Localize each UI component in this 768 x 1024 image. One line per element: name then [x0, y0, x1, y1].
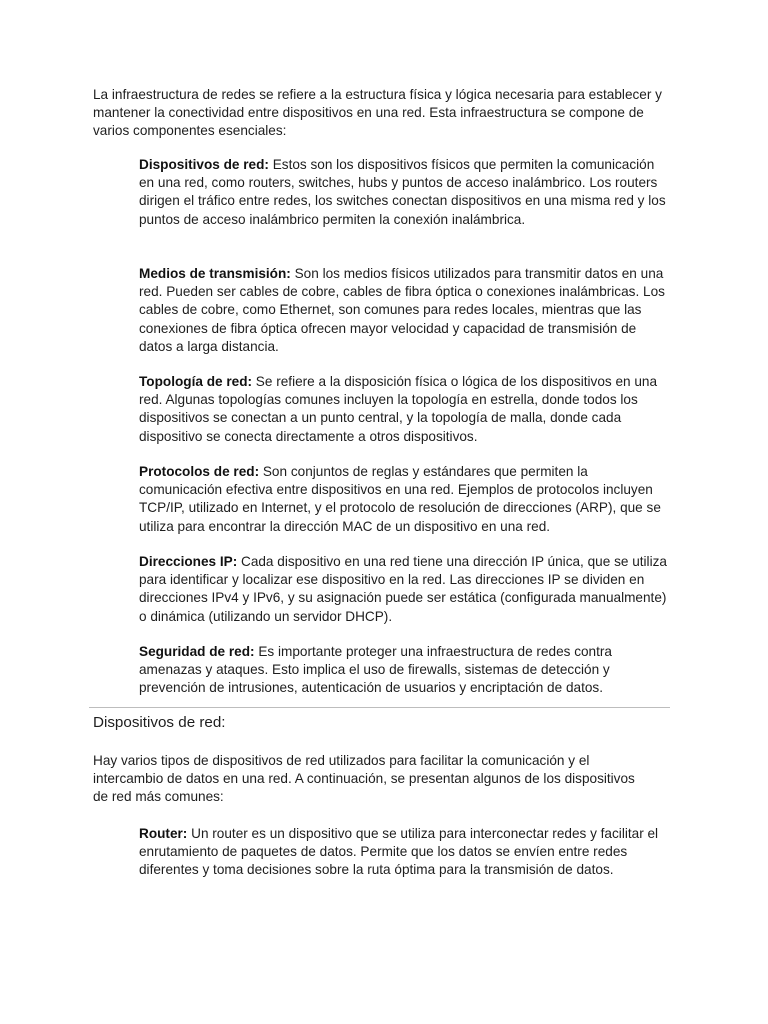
component-network-topology — [139, 373, 671, 446]
component-network-protocols — [139, 463, 671, 536]
component-text: Estos son los dispositivos físicos que permiten la comunicación en una red, como routers, switches, hubs y puntos de acceso inalámbrico. Los routers dirigen el tráfico entre redes, los switches conectan dispositivos en una misma red y los puntos de acceso inalámbrico permiten la conexión inalámbrica. — [139, 157, 666, 227]
component-network-security — [139, 643, 671, 698]
component-text: Son los medios físicos utilizados para transmitir datos en una red. Pueden ser cables de cobre, cables de fibra óptica o conexiones inalámbricas. Los cables de cobre, como Ethernet, son comunes para redes locales, mientras que las conexiones de fibra óptica ofrecen mayor velocidad y capacidad de transmisión de datos a larga distancia. — [139, 266, 665, 354]
component-term: Direcciones IP: — [139, 554, 238, 569]
intro-paragraph: La infraestructura de redes se refiere a la estructura física y lógica necesaria para establecer y mantener la conectividad entre dispositivos en una red. Esta infraestructura se compone de varios componentes esenciales: — [93, 87, 662, 139]
device-text: Un router es un dispositivo que se utiliza para interconectar redes y facilitar el enrutamiento de paquetes de datos. Permite que los datos se envíen entre redes diferentes y toma decisiones sobre la ruta óptima para la transmisión de datos. — [139, 826, 659, 878]
section-divider — [89, 707, 670, 708]
component-text: Son conjuntos de reglas y estándares que permiten la comunicación efectiva entre dispositivos en una red. Ejemplos de protocolos incluyen TCP/IP, utilizado en Internet, y el protocolo de resolución de direcciones (ARP), que se utiliza para encontrar la dirección MAC de un dispositivo en una red. — [139, 464, 661, 534]
component-network-devices — [139, 156, 671, 229]
section-heading: Dispositivos de red: — [93, 714, 226, 731]
component-term: Seguridad de red: — [139, 644, 255, 659]
component-text: Se refiere a la disposición física o lógica de los dispositivos en una red. Algunas topologías comunes incluyen la topología en estrella, donde todos los dispositivos se conectan a un punto central, y la topología de malla, donde cada dispositivo se conecta directamente a otros dispositivos. — [139, 374, 658, 444]
component-text: Es importante proteger una infraestructura de redes contra amenazas y ataques. Esto implica el uso de firewalls, sistemas de detección y prevención de intrusiones, autenticación de usuarios y encriptación de datos. — [139, 644, 612, 696]
component-term: Dispositivos de red: — [139, 157, 269, 172]
component-text: Cada dispositivo en una red tiene una dirección IP única, que se utiliza para identificar y localizar ese dispositivo en la red. Las direcciones IP se dividen en direcciones IPv4 y IPv6, y su asignación puede ser estática (configurada manualmente) o dinámica (utilizando un servidor DHCP). — [139, 554, 667, 624]
device-term: Router: — [139, 826, 188, 841]
component-ip-addresses — [139, 553, 671, 626]
section-intro-paragraph: Hay varios tipos de dispositivos de red utilizados para facilitar la comunicación y el intercambio de datos en una red. A continuación, se presentan algunos de los dispositivos de red más comunes: — [93, 753, 635, 805]
component-term: Topología de red: — [139, 374, 253, 389]
component-term: Medios de transmisión: — [139, 266, 291, 281]
device-router — [139, 825, 671, 880]
component-term: Protocolos de red: — [139, 464, 260, 479]
component-transmission-media — [139, 265, 671, 356]
